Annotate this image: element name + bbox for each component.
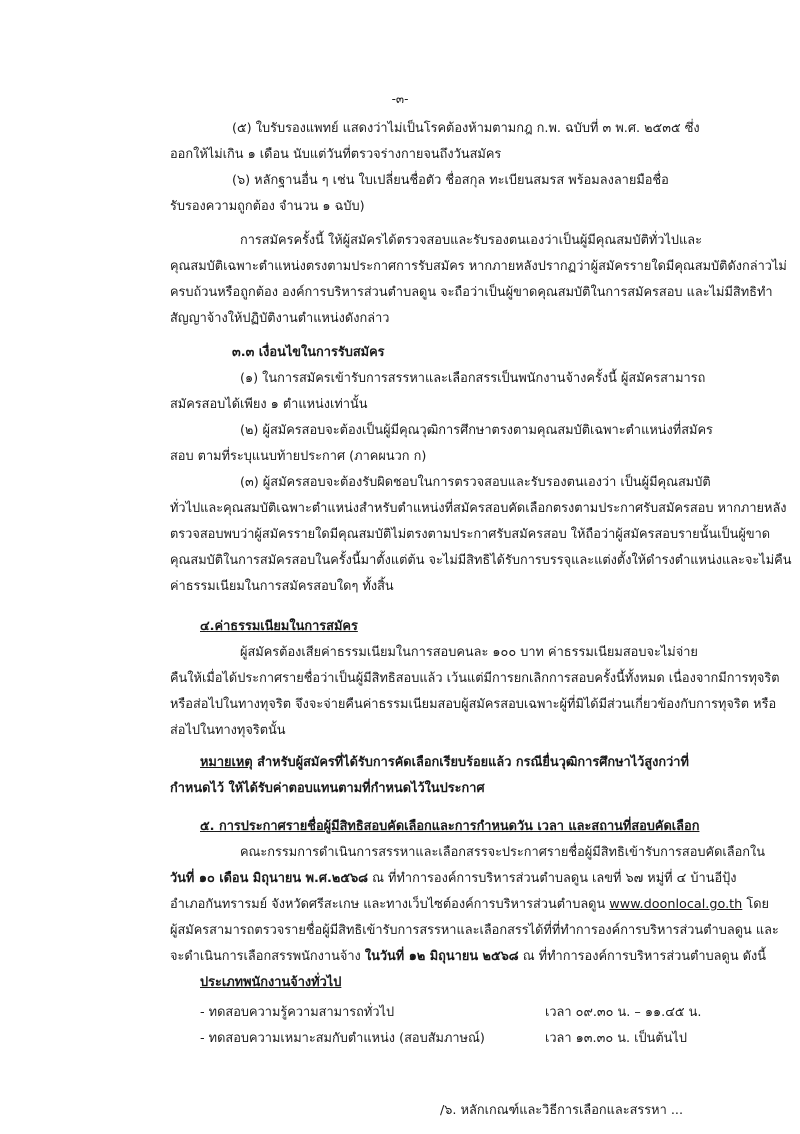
para1-line1: การสมัครครั้งนี้ ให้ผู้สมัครได้ตรวจสอบและรับรองตนเองว่าเป็นผู้มีคุณสมบัติทั่วไปและ — [240, 233, 703, 248]
s5-line2 — [170, 870, 737, 888]
section-3-3-heading: ๓.๓ เงื่อนไขในการรับสมัคร — [232, 345, 385, 360]
item6-line1: (๖) หลักฐานอื่น ๆ เช่น ใบเปลี่ยนชื่อตัว ชื่อสกุล ทะเบียนสมรส พร้อมลงลายมือชื่อ — [232, 173, 669, 188]
cond2-line1: (๒) ผู้สมัครสอบจะต้องเป็นผู้มีคุณวุฒิการศึกษาตรงตามคุณสมบัติเฉพาะตำแหน่งที่สมัคร — [240, 423, 713, 438]
note-line2: กำหนดไว้ ให้ได้รับค่าตอบแทนตามที่กำหนดไว้ในประกาศ — [170, 781, 485, 796]
schedule-time: เวลา ๐๙.๓๐ น. – ๑๑.๔๕ น. — [545, 1005, 702, 1020]
cond3-line2: ทั่วไปและคุณสมบัติเฉพาะตำแหน่งสำหรับตำแหน่งที่สมัครสอบคัดเลือกตรงตามประกาศรับสมัครสอบ หากภายหลัง — [170, 501, 787, 516]
section-4-heading: ๔.ค่าธรรมเนียมในการสมัคร — [200, 619, 358, 634]
s5-line5 — [170, 948, 766, 966]
cond2-line2: สอบ ตามที่ระบุแนบท้ายประกาศ (ภาคผนวก ก) — [170, 449, 427, 464]
item6-line2: รับรองความถูกต้อง จำนวน ๑ ฉบับ) — [170, 199, 365, 214]
fee-line1: ผู้สมัครต้องเสียค่าธรรมเนียมในการสอบคนละ ๑๐๐ บาท ค่าธรรมเนียมสอบจะไม่จ่าย — [240, 645, 698, 660]
cond1-line2: สมัครสอบได้เพียง ๑ ตำแหน่งเท่านั้น — [170, 397, 368, 412]
s5-line3-b: โดย — [742, 897, 770, 912]
cond3-line5: ค่าธรรมเนียมในการสมัครสอบใดๆ ทั้งสิ้น — [170, 579, 394, 594]
note-line1 — [200, 754, 689, 772]
announce-date: วันที่ ๑๐ เดือน มิถุนายน พ.ศ.๒๕๖๘ — [170, 871, 369, 886]
cond3-line1: (๓) ผู้สมัครสอบจะต้องรับผิดชอบในการตรวจสอบและรับรองตนเองว่า เป็นผู้มีคุณสมบัติ — [240, 475, 711, 490]
schedule-time: เวลา ๑๓.๓๐ น. เป็นต้นไป — [545, 1031, 687, 1046]
s5-line5-b: ณ ที่ทำการองค์การบริหารส่วนตำบลดูน ดังนี้ — [518, 949, 766, 964]
item5-line1: (๕) ใบรับรองแพทย์ แสดงว่าไม่เป็นโรคต้องห้ามตามกฎ ก.พ. ฉบับที่ ๓ พ.ศ. ๒๕๓๕ ซึ่ง — [232, 121, 700, 136]
fee-line2: คืนให้เมื่อได้ประกาศรายชื่อว่าเป็นผู้มีสิทธิสอบแล้ว เว้นแต่มีการยกเลิกการสอบครั้งนี้ทั้งหมด เนื่องจากมีการทุจริต — [170, 671, 780, 686]
para1-line4: สัญญาจ้างให้ปฏิบัติงานตำแหน่งดังกล่าว — [170, 311, 390, 326]
note-text: สำหรับผู้สมัครที่ได้รับการคัดเลือกเรียบร้อยแล้ว กรณียื่นวุฒิการศึกษาไว้สูงกว่าที่ — [252, 755, 689, 770]
cond1-line1: (๑) ในการสมัครเข้ารับการสรรหาและเลือกสรรเป็นพนักงานจ้างครั้งนี้ ผู้สมัครสามารถ — [240, 371, 706, 386]
note-label: หมายเหตุ — [200, 755, 253, 770]
fee-line3: หรือส่อไปในทางทุจริต จึงจะจ่ายคืนค่าธรรมเนียมสอบผู้สมัครสอบเฉพาะผู้ที่มิได้มีส่วนเกี่ยวข้องกับการทุจริต หรือ — [170, 697, 777, 712]
cond3-line3: ตรวจสอบพบว่าผู้สมัครรายใดมีคุณสมบัติไม่ตรงตามประกาศรับสมัครสอบ ให้ถือว่าผู้สมัครสอบรายนั้นเป็นผู้ขาด — [170, 527, 771, 542]
para1-line2: คุณสมบัติเฉพาะตำแหน่งตรงตามประกาศการรับสมัคร หากภายหลังปรากฏว่าผู้สมัครรายใดมีคุณสมบัติดังกล่าวไม่ — [170, 259, 787, 274]
item5-line2: ออกให้ไม่เกิน ๑ เดือน นับแต่วันที่ตรวจร่างกายจนถึงวันสมัคร — [170, 147, 502, 162]
website-link[interactable]: www.doonlocal.go.th — [609, 897, 743, 912]
section-5-heading: ๕. การประกาศรายชื่อผู้มีสิทธิสอบคัดเลือกและการกำหนดวัน เวลา และสถานที่สอบคัดเลือก — [200, 819, 700, 834]
schedule-item: - ทดสอบความเหมาะสมกับตำแหน่ง (สอบสัมภาษณ์) — [200, 1031, 485, 1046]
s5-line3 — [170, 896, 769, 914]
s5-line3-a: อำเภอกันทรารมย์ จังหวัดศรีสะเกษ และทางเว็บไซต์องค์การบริหารส่วนตำบลดูน — [170, 897, 610, 912]
s5-line2-rest: ณ ที่ทำการองค์การบริหารส่วนตำบลดูน เลขที่ ๖๗ หมู่ที่ ๔ บ้านอีปุ้ง — [368, 871, 737, 886]
s5-line4: ผู้สมัครสามารถตรวจรายชื่อผู้มีสิทธิเข้ารับการสรรหาและเลือกสรรได้ที่ที่ทำการองค์การบริหารส่วนตำบลดูน และ — [170, 923, 779, 938]
employee-type-heading: ประเภทพนักงานจ้างทั่วไป — [200, 975, 342, 990]
para1-line3: ครบถ้วนหรือถูกต้อง องค์การบริหารส่วนตำบลดูน จะถือว่าเป็นผู้ขาดคุณสมบัติในการสมัครสอบ และไม่มีสิทธิทำ — [170, 285, 773, 300]
selection-date: ในวันที่ ๑๒ มิถุนายน ๒๕๖๘ — [364, 949, 519, 964]
cond3-line4: คุณสมบัติในการสมัครสอบในครั้งนี้มาตั้งแต่ต้น จะไม่มีสิทธิได้รับการบรรจุและแต่งตั้งให้ดำรงตำแหน่งและจะไม่คืน — [170, 553, 792, 568]
page-number: -๓- — [391, 92, 409, 106]
s5-line5-a: จะดำเนินการเลือกสรรพนักงานจ้าง — [170, 949, 365, 964]
fee-line4: ส่อไปในทางทุจริตนั้น — [170, 723, 286, 738]
schedule-item: - ทดสอบความรู้ความสามารถทั่วไป — [200, 1005, 395, 1020]
s5-line1: คณะกรรมการดำเนินการสรรหาและเลือกสรรจะประกาศรายชื่อผู้มีสิทธิเข้ารับการสอบคัดเลือกใน — [240, 845, 766, 860]
next-page-ref: /๖. หลักเกณฑ์และวิธีการเลือกและสรรหา ... — [440, 1103, 684, 1118]
